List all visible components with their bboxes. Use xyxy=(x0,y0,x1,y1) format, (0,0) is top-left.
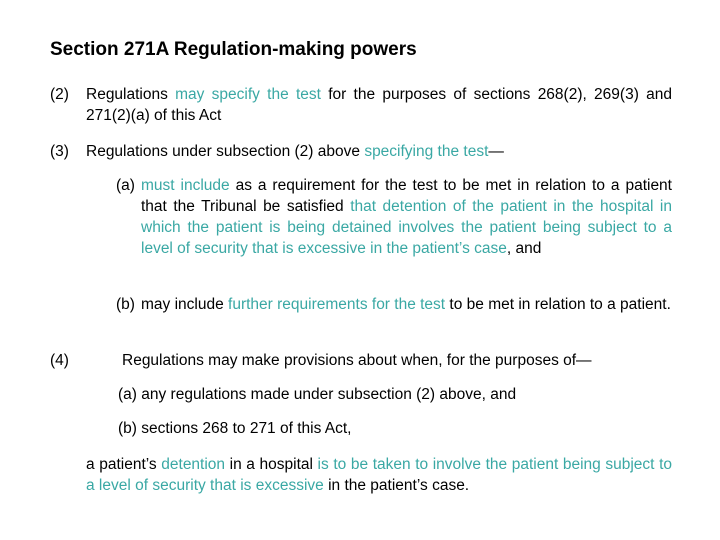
subsection-2-text: Regulations may specify the test for the purposes of sections 268(2), 269(3) and 271(2)(a) of this Act xyxy=(86,86,672,124)
paragraph-3a-text: must include as a requirement for the test to be met in relation to a patient that the Tribunal be satisfied that detention of the patient in the hospital in which the patient is being detained involves the patient being subject to a level of security that is excessive in the patient’s case, and xyxy=(141,177,672,257)
highlight-may-specify: may specify the test xyxy=(175,86,321,103)
paragraph-4a-text: (a) any regulations made under subsection (2) above, and xyxy=(118,386,517,403)
highlight-specifying-test: specifying the test xyxy=(364,143,489,160)
highlight-detention: detention xyxy=(161,456,226,473)
subsection-3-number: (3) xyxy=(50,143,69,160)
section-title: Section 271A Regulation-making powers xyxy=(50,39,417,60)
subsection-4-closing-text: a patient’s detention in a hospital is to be taken to involve the patient being subject to a level of security that is excessive in the patient’s case. xyxy=(86,456,672,494)
highlight-must-include: must include xyxy=(141,177,230,194)
paragraph-3b-text: may include further requirements for the test to be met in relation to a patient. xyxy=(141,296,671,313)
subsection-2-number: (2) xyxy=(50,86,69,103)
highlight-detention-condition: that detention of the patient in the hospital in which the patient is being detained involves the patient being subject to a level of security that is excessive in the patient’s case xyxy=(141,198,672,257)
subsection-4-number: (4) xyxy=(50,352,69,369)
subsection-3-text: Regulations under subsection (2) above specifying the test— xyxy=(86,143,504,160)
highlight-excessive-security: is to be taken to involve the patient being subject to a level of security that is excessive xyxy=(86,456,672,494)
paragraph-3b-label: (b) xyxy=(116,296,135,313)
paragraph-4b-text: (b) sections 268 to 271 of this Act, xyxy=(118,420,352,437)
highlight-further-requirements: further requirements for the test xyxy=(228,296,446,313)
paragraph-3a-label: (a) xyxy=(116,177,135,194)
subsection-4-text: Regulations may make provisions about when, for the purposes of— xyxy=(122,352,592,369)
